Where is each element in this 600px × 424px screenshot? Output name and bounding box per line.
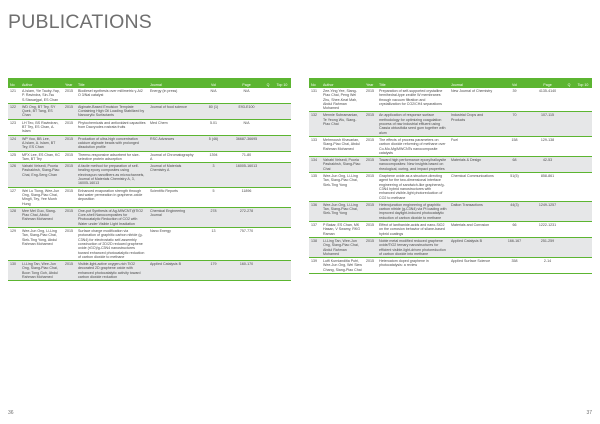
cell-top10 <box>273 207 291 227</box>
cell-author: Li-Ling Tan, Wee-Jun Ong, Siang-Piao Chai, Abdul Rahman Mohamed <box>321 237 364 257</box>
cell-journal: Applied Catalysis B <box>449 237 498 257</box>
cell-q <box>263 151 273 163</box>
cell-author: Mehrnoush Khavarian, Siang-Piao Chai, Abdul Rahman Mohamed <box>321 136 364 156</box>
cell-year: 2015 <box>63 119 76 135</box>
table-row <box>8 261 291 281</box>
publications-table-left <box>8 78 291 281</box>
cell-author: LH Teo, BS Ravindran, BT Tey, ES Chan, A. Islam <box>20 119 63 135</box>
cell-title: Heteroatom doped graphene in photocatalysis: a review <box>377 258 449 274</box>
cell-year: 2015 <box>63 151 76 163</box>
cell-author: MFX Lee, ES Chan, KC Tam, BT Tey <box>20 151 63 163</box>
cell-title: Graphene oxide as a structure-directing agent for the two-dimensional interface engineering of sandwich-like graphene/g-C3N4 hybrid nanostructures with enhanced visible-light photoreduction of CO2 to methane <box>377 173 449 202</box>
table-row <box>8 119 291 135</box>
cell-page: 107-115 <box>531 112 564 136</box>
cell-year: 2015 <box>364 237 377 257</box>
cell-top10 <box>574 258 592 274</box>
cell-year: 2015 <box>63 135 76 151</box>
cell-no: 137 <box>309 222 321 238</box>
cell-journal: Dalton Transactions <box>449 201 498 221</box>
cell-page: 11896 <box>230 187 263 207</box>
cell-q <box>263 228 273 261</box>
table-row <box>309 88 592 112</box>
cell-author: Vahabi Velsedi, Pooria Pasbakhsh, Siang-Piao Chai <box>321 157 364 173</box>
cell-journal: Applied Catalysis B <box>148 261 197 281</box>
cell-journal: Materials and Corrosion <box>449 222 498 238</box>
cell-author: WP Voo, BB Lee, A.Islam, A. Islam, BT Tey, ES Chan <box>20 135 63 151</box>
cell-q <box>263 88 273 103</box>
cell-top10 <box>574 201 592 221</box>
cell-author: Li-Ling Tan, Wee-Jun Ong, Siang-Piao Chai, Boon Tong Goh, Abdul Rahman Mohamed <box>20 261 63 281</box>
page-number-left: 36 <box>8 410 14 416</box>
cell-journal: Nano Energy <box>148 228 197 261</box>
col-q: Q <box>564 78 574 88</box>
table-row <box>309 258 592 274</box>
col-journal: Journal <box>148 78 197 88</box>
cell-vol: 51(5) <box>498 173 531 202</box>
cell-page: 129-138 <box>531 136 564 156</box>
cell-year: 2015 <box>63 88 76 103</box>
cell-vol: 68 <box>498 157 531 173</box>
cell-year: 2015 <box>63 103 76 119</box>
cell-journal: Materials & Design <box>449 157 498 173</box>
cell-top10 <box>574 222 592 238</box>
cell-author: Vahabi Velsedi, Pooria Pasbakhsh, Siang-Piao Chai, Eng-Seng Chan <box>20 163 63 187</box>
col-no: No <box>8 78 20 88</box>
cell-title: The effects of process parameters on carbon dioxide reforming of methane over Co-Mo-Mg/MWCNTs nanocomposite catalysts <box>377 136 449 156</box>
cell-no: 139 <box>309 258 321 274</box>
cell-page: 1222-1231 <box>531 222 564 238</box>
cell-vol: 80 (1) <box>197 103 230 119</box>
cell-page: 71-80 <box>230 151 263 163</box>
cell-author: WD Ong, BT Tey, SY Quek, BT Tang, ES Chan <box>20 103 63 119</box>
cell-no: 122 <box>8 103 20 119</box>
cell-author: Lutfi Kurnianditia Putri, Wee-Jun Ong, Wei Siew Chang, Siang-Piao Chai <box>323 259 363 272</box>
cell-title: Visible-light-active oxygen-rich TiO2 decorated 2D graphene oxide with enhanced photocatalytic activity toward carbon dioxide reduction <box>76 261 148 281</box>
cell-year: 2015 <box>364 157 377 173</box>
cell-title: A facile method for preparation of self-healing epoxy composites using electrospun nanofibers as microchannels, Journal of Materials Chemistry A, 3, 16005-16013 <box>76 163 148 187</box>
cell-top10 <box>273 103 291 119</box>
cell-journal: Industrial Crops and Products <box>449 112 498 136</box>
cell-vol: 44(3) <box>498 201 531 221</box>
cell-q <box>263 163 273 187</box>
cell-q <box>564 237 574 257</box>
cell-title: Production of ultra-high concentration calcium alginate beads with prolonged dissolution profile <box>76 135 148 151</box>
table-header-row <box>309 78 592 88</box>
cell-title: Biodiesel synthesis over millimetric γ-Al2 O 3/Nal catalyst <box>76 88 148 103</box>
cell-no: 124 <box>8 135 20 151</box>
cell-no: 121 <box>8 88 20 103</box>
cell-no: 123 <box>8 119 20 135</box>
cell-page: E93-E100 <box>230 103 263 119</box>
cell-vol: 66 <box>498 222 531 238</box>
col-page: Page <box>230 78 263 88</box>
table-row <box>8 163 291 187</box>
cell-year: 2015 <box>63 207 76 227</box>
cell-journal: Applied Surface Science <box>449 258 498 274</box>
cell-journal: Chemical Communications <box>449 173 498 202</box>
cell-top10 <box>273 135 291 151</box>
cell-author: Wei Lu Tiong, Wee-Jun Ong, Siang-Piao Chai, Mingfi, Tey, Yee Munh Hung <box>20 187 63 207</box>
cell-page: 42-53 <box>531 157 564 173</box>
cell-journal: Scientific Reports <box>148 187 197 207</box>
cell-no: 130 <box>8 261 20 281</box>
cell-author: Wee-Jun Ong, Li-Ling Tan, Siang-Piao Chai, Siek-Ting Yong <box>321 173 364 202</box>
cell-q <box>263 119 273 135</box>
cell-no: 125 <box>8 151 20 163</box>
cell-author: Wee-Jun Ong, Li-Ling Tan, Siang-Piao Chai, Siek-Ting Yong, Abdul Rahman Mohamed <box>20 228 63 261</box>
cell-year: 2015 <box>63 163 76 187</box>
cell-q <box>263 187 273 207</box>
cell-page: N/A <box>230 119 263 135</box>
cell-year: 2015 <box>364 258 377 274</box>
cell-journal: Fuel <box>449 136 498 156</box>
table-row <box>8 207 291 227</box>
cell-journal: Journal of Chromatography A <box>148 151 197 163</box>
cell-year: 2015 <box>364 88 377 112</box>
cell-top10 <box>273 187 291 207</box>
cell-title: Thermo-responsive adsorbent for size-selective protein adsorption <box>76 151 148 163</box>
cell-journal: Journal of Materials Chemistry A <box>148 163 197 187</box>
cell-title: Toward high performance epoxy/halloysite nanocomposites: New insights based on rheological, curing, and impact properties <box>377 157 449 173</box>
cell-journal: Chemical Engineering Journal <box>148 207 197 227</box>
col-year: Year <box>63 78 76 88</box>
table-row <box>309 222 592 238</box>
cell-no: 126 <box>8 163 20 187</box>
cell-year: 2015 <box>364 112 377 136</box>
col-q: Q <box>263 78 273 88</box>
cell-top10 <box>273 228 291 261</box>
table-row <box>309 136 592 156</box>
cell-vol: 70 <box>498 112 531 136</box>
table-row <box>309 157 592 173</box>
cell-title: Noble metal modified reduced graphene oxide/TiO2 ternary nanostructures for efficient visible-light-driven photoreduction of carbon dioxide into methane <box>377 237 449 257</box>
cell-page: 251-259 <box>531 237 564 257</box>
table-row <box>309 173 592 202</box>
col-title: Title <box>76 78 148 88</box>
cell-q <box>564 112 574 136</box>
cell-vol: 13 <box>197 228 230 261</box>
cell-page: 1249-1257 <box>531 201 564 221</box>
cell-title: Phytochemicals and antioxidant capacities from Dacryodes rostrata fruits <box>76 119 148 135</box>
table-row <box>8 151 291 163</box>
cell-title: Alginate-Based Emulsion Template Containing High Oil Loading Stabilized by Nanocrylic Surfactants <box>76 103 148 119</box>
cell-q <box>564 88 574 112</box>
col-vol: Vol <box>197 78 230 88</box>
cell-no: 132 <box>309 112 321 136</box>
col-top10: Top 10 <box>273 78 291 88</box>
cell-journal: RSC Advances <box>148 135 197 151</box>
col-title: Title <box>377 78 449 88</box>
col-year: Year <box>364 78 377 88</box>
cell-page: 16005-16013 <box>230 163 263 187</box>
cell-q <box>564 258 574 274</box>
cell-author: A.Islam, Yie Tauby-Yap, P. Ravindra, Sin-Tsu S.Siswarjgal, ES Chan <box>20 88 63 103</box>
cell-top10 <box>574 173 592 202</box>
cell-page: 272-278 <box>230 207 263 227</box>
cell-q <box>263 135 273 151</box>
cell-journal: Med Chem <box>148 119 197 135</box>
cell-top10 <box>273 151 291 163</box>
cell-page: 858-861 <box>531 173 564 202</box>
col-top10: Top 10 <box>574 78 592 88</box>
cell-year: 2015 <box>63 228 76 261</box>
cell-title: Heterojunction engineering of graphitic carbon nitride (g-C3N4) via Pt loading with improved daylight-induced photocatalytic reduction of carbon dioxide to methane <box>377 201 449 221</box>
cell-page: 36687-36695 <box>230 135 263 151</box>
col-author: Author <box>321 78 364 88</box>
col-vol: Vol <box>498 78 531 88</box>
cell-vol: 1394 <box>197 151 230 163</box>
cell-page: 160-170 <box>230 261 263 281</box>
cell-year: 2015 <box>63 261 76 281</box>
cell-top10 <box>574 136 592 156</box>
table-row <box>8 187 291 207</box>
cell-q <box>564 136 574 156</box>
cell-q <box>564 157 574 173</box>
cell-no: 129 <box>8 228 20 261</box>
cell-no: 127 <box>8 187 20 207</box>
cell-year: 2015 <box>63 187 76 207</box>
cell-title: Effect of lanthanide-acids and nano-SiO2 on the corrosion behavior of silane-based hybrid coatings <box>377 222 449 238</box>
cell-title: An application of response surface methodology for optimizing coagulation process of raw industrial effluent using Cassia obtusifolia seed gum together with alum <box>377 112 449 136</box>
cell-q <box>564 201 574 221</box>
cell-q <box>564 222 574 238</box>
cell-year: 2015 <box>364 222 377 238</box>
cell-q <box>564 173 574 202</box>
cell-year: 2015 <box>364 173 377 202</box>
col-no: No <box>309 78 321 88</box>
cell-page: N/A <box>230 88 263 103</box>
cell-vol: 3 <box>197 163 230 187</box>
cell-no: 138 <box>309 237 321 257</box>
cell-top10 <box>574 237 592 257</box>
cell-author: Mee Mei Guo, Siang-Piao Chai, Abdul Rahman Mohamed <box>20 207 63 227</box>
cell-vol: 39 <box>498 88 531 112</box>
cell-top10 <box>574 112 592 136</box>
cell-year: 2015 <box>364 201 377 221</box>
col-journal: Journal <box>449 78 498 88</box>
cell-q <box>263 207 273 227</box>
cell-title: One-pot Synthesis of Ag-MWCNT@TiO2 Core-shell Nanocomposites for Photocatalytic Reduction of CO2 with Water under Visible Light Irradiation <box>76 207 148 227</box>
table-row <box>309 112 592 136</box>
cell-journal: New Journal of Chemistry <box>449 88 498 112</box>
cell-title: Enhanced evaporation strength through fast water permeation in graphene-oxide deposition <box>76 187 148 207</box>
table-header-row <box>8 78 291 88</box>
table-row <box>309 237 592 257</box>
table-row <box>8 103 291 119</box>
table-row <box>8 228 291 261</box>
cell-top10 <box>574 88 592 112</box>
table-row <box>309 201 592 221</box>
cell-no: 136 <box>309 201 321 221</box>
col-page: Page <box>531 78 564 88</box>
cell-no: 128 <box>8 207 20 227</box>
cell-no: 134 <box>309 157 321 173</box>
cell-journal: Energy (in press) <box>148 88 197 103</box>
cell-no: 135 <box>309 173 321 202</box>
cell-q <box>263 103 273 119</box>
col-author: Author <box>20 78 63 88</box>
cell-q <box>263 261 273 281</box>
cell-vol: 358 <box>498 258 531 274</box>
cell-vol: 158 <box>498 136 531 156</box>
cell-page: 757-770 <box>230 228 263 261</box>
cell-author: Wee-Jun Ong, Li-Ling Tan, Siang-Piao Chai, Siek-Ting Yong <box>321 201 364 221</box>
cell-no: 133 <box>309 136 321 156</box>
cell-year: 2015 <box>364 136 377 156</box>
cell-page: 4135-4140 <box>531 88 564 112</box>
cell-author: Mennie Subramanian, Te Yeong Wu, Siang-Piao Chai <box>321 112 364 136</box>
cell-top10 <box>273 163 291 187</box>
cell-no: 131 <box>309 88 321 112</box>
cell-top10 <box>273 119 291 135</box>
cell-author: P Bakar, ES Chan, MK Hasan, V Swamy, RKG Raman <box>321 222 364 238</box>
cell-vol: 166-167 <box>498 237 531 257</box>
cell-top10 <box>273 88 291 103</box>
cell-vol: 5 (46) <box>197 135 230 151</box>
cell-journal: Journal of food science <box>148 103 197 119</box>
table-row <box>8 88 291 103</box>
cell-vol: 5.01 <box>197 119 230 135</box>
cell-title: Preparation of self-supported crystalline hemihedral-type zeolite W membranes through vacuum filtration and crystallization for CO2/CH4 separations <box>377 88 449 112</box>
publications-table-right <box>309 78 592 274</box>
cell-vol: 278 <box>197 207 230 227</box>
cell-vol: 179 <box>197 261 230 281</box>
table-row <box>8 135 291 151</box>
cell-top10 <box>574 157 592 173</box>
cell-vol: 5 <box>197 187 230 207</box>
cell-page: 2-14 <box>531 258 564 274</box>
cell-title: Surface charge modification via protonation of graphitic carbon nitride (g-C3N4) for electrostatic self-assembly construction of 2D/2D reduced graphene oxide (rGO)/g-C3N4 nanostructures toward enhanced photocatalytic reduction of carbon dioxide to methane <box>76 228 148 261</box>
cell-vol: N/A <box>197 88 230 103</box>
cell-author: Zee-Ying Yee, Siang-Piao Chai, Peng Wei Zhu, Shee-Keat Mah, Abdul Rahman Mohamed <box>321 88 364 112</box>
cell-top10 <box>273 261 291 281</box>
page-title: PUBLICATIONS <box>8 11 152 33</box>
page-number-right: 37 <box>586 410 592 416</box>
